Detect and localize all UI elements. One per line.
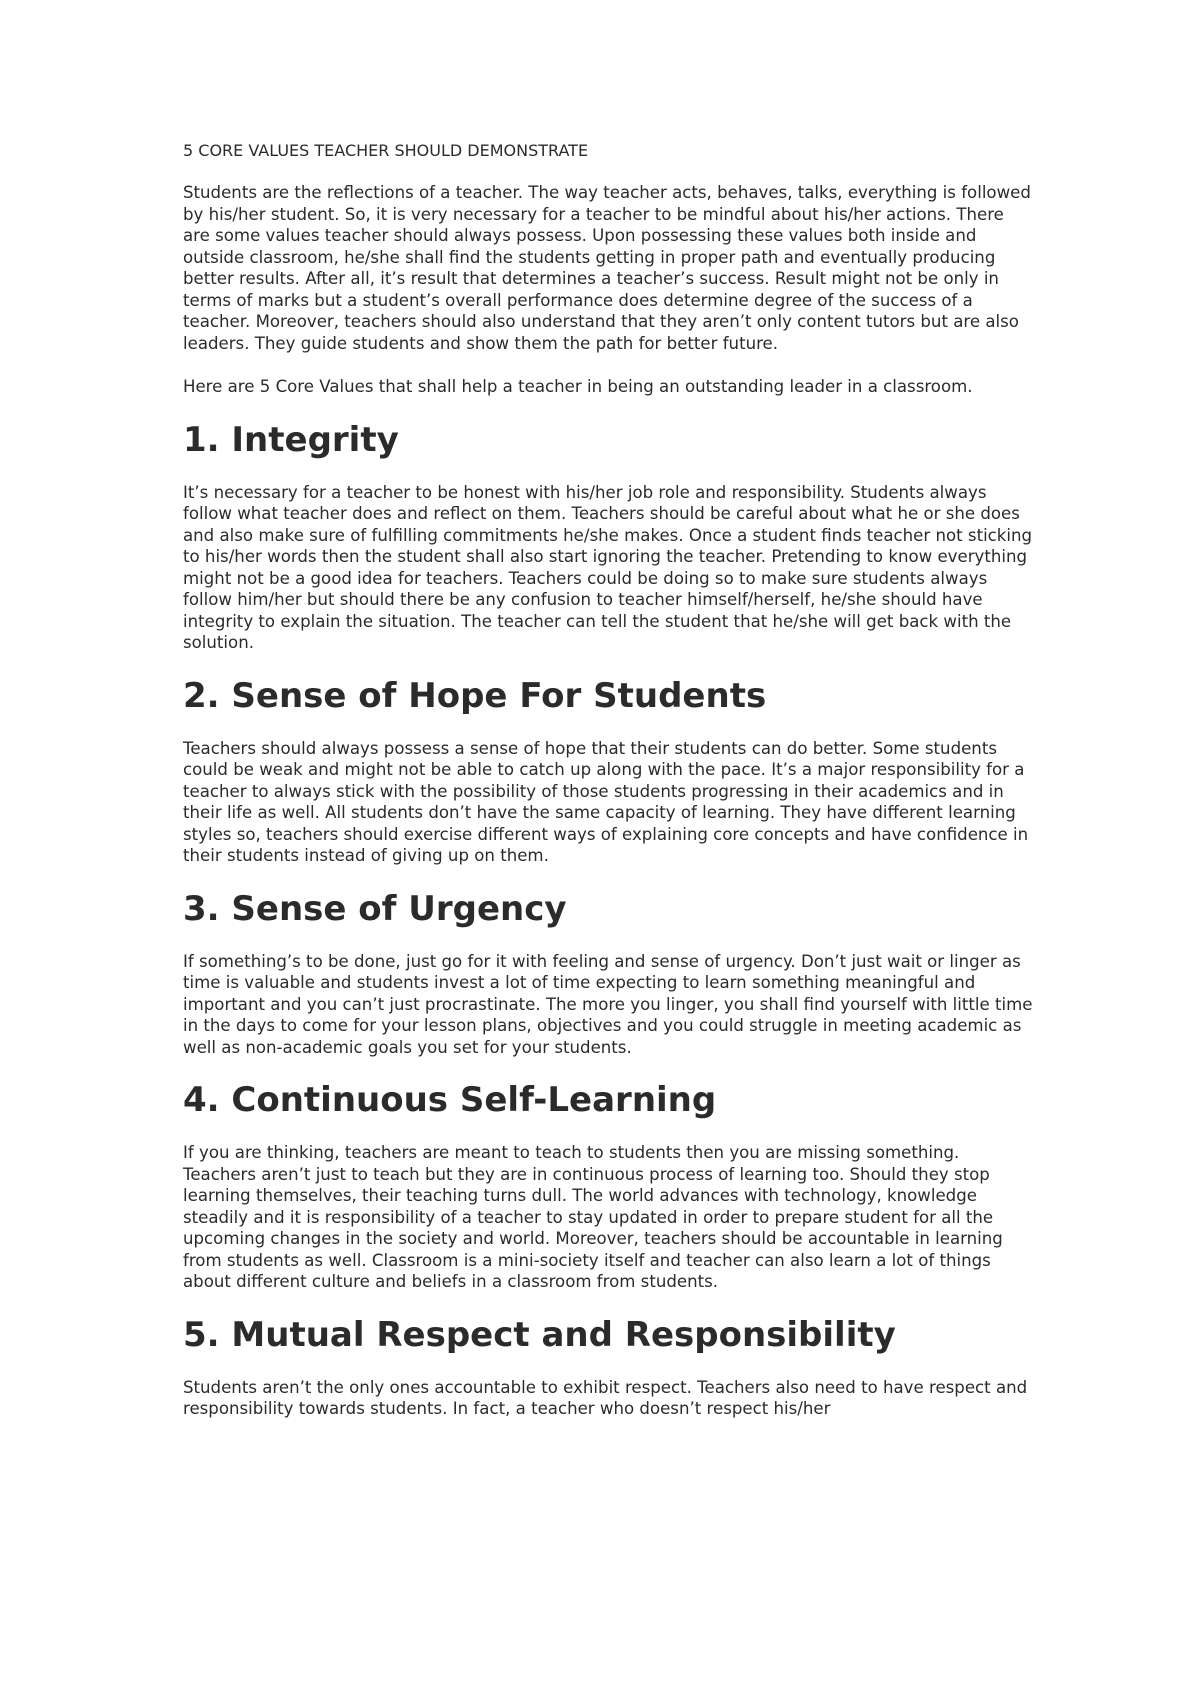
section-body-urgency: If something’s to be done, just go for it with feeling and sense of urgency. Don’t just wait or linger as time is valuable and students invest a lot of time expecting to learn something meaningful and important and you can’t just procrastinate. The more you linger, you shall find yourself with little time in the days to come for your lesson plans, objectives and you could struggle in meeting academic as well as non-academic goals you set for your students. — [183, 951, 1033, 1057]
section-heading-self-learning: 4. Continuous Self-Learning — [183, 1080, 717, 1120]
section-heading-urgency: 3. Sense of Urgency — [183, 888, 567, 929]
document-title: 5 CORE VALUES TEACHER SHOULD DEMONSTRATE — [183, 141, 589, 160]
intro-paragraph-2: Here are 5 Core Values that shall help a teacher in being an outstanding leader in a classroom. — [183, 377, 973, 396]
document-page — [183, 140, 1033, 1442]
section-heading-integrity: 1. Integrity — [183, 419, 399, 460]
section-body-respect: Students aren’t the only ones accountable to exhibit respect. Teachers also need to have respect and responsibility towards students. In fact, a teacher who doesn’t respect his/her — [183, 1377, 1028, 1418]
section-heading-respect: 5. Mutual Respect and Responsibility — [183, 1314, 896, 1355]
section-body-integrity: It’s necessary for a teacher to be honest with his/her job role and responsibility. Students always follow what teacher does and reflect on them. Teachers should be careful about what he or she does and also make sure of fulfilling commitments he/she makes. Once a student finds teacher not sticking to his/her words then the student shall also start ignoring the teacher. Pretending to know everything might not be a good idea for teachers. Teachers could be doing so to make sure students always follow him/her but should there be any confusion to teacher himself/herself, he/she should have integrity to explain the situation. The teacher can tell the student that he/she will get back with the solution. — [183, 482, 1033, 652]
section-body-hope: Teachers should always possess a sense of hope that their students can do better. Some students could be weak and might not be able to catch up along with the pace. It’s a major responsibility for a teacher to always stick with the possibility of those students progressing in their academics and in their life as well. All students don’t have the same capacity of learning. They have different learning styles so, teachers should exercise different ways of explaining core concepts and have confidence in their students instead of giving up on them. — [183, 738, 1029, 865]
section-heading-hope: 2. Sense of Hope For Students — [183, 675, 767, 716]
intro-paragraph-1: Students are the reflections of a teacher. The way teacher acts, behaves, talks, everything is followed by his/her student. So, it is very necessary for a teacher to be mindful about his/her actions. There are some values teacher should always possess. Upon possessing these values both inside and outside classroom, he/she shall find the students getting in proper path and eventually producing better results. After all, it’s result that determines a teacher’s success. Result might not be only in terms of marks but a student’s overall performance does determine degree of the success of a teacher. Moreover, teachers should also understand that they aren’t only content tutors but are also leaders. They guide students and show them the path for better future. — [183, 183, 1031, 353]
section-body-self-learning: If you are thinking, teachers are meant to teach to students then you are missing something. Teachers aren’t just to teach but they are in continuous process of learning too. Should they stop learning themselves, their teaching turns dull. The world advances with technology, knowledge steadily and it is responsibility of a teacher to stay updated in order to prepare student for all the upcoming changes in the society and world. Moreover, teachers should be accountable in learning from students as well. Classroom is a mini-society itself and teacher can also learn a lot of things about different culture and beliefs in a classroom from students. — [183, 1143, 1003, 1291]
